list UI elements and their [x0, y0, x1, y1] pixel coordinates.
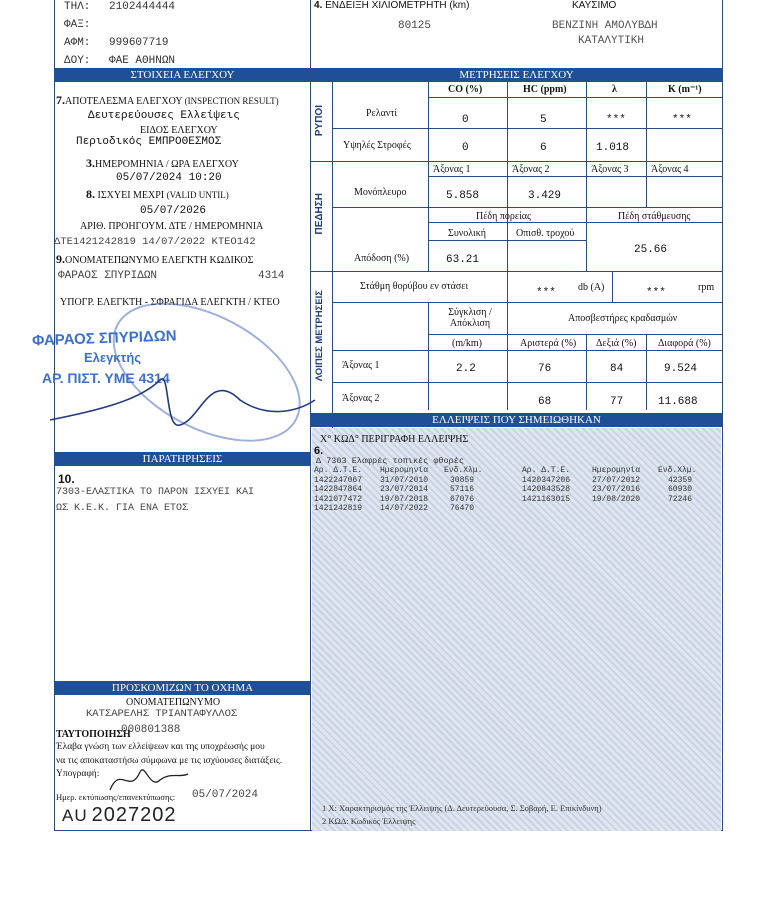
hist-col-km: Ενδ.Χλμ.	[444, 466, 483, 475]
stamp-id: ΑΡ. ΠΙΣΤ. ΥΜΕ 4314	[42, 370, 170, 386]
ack-line-2: να τις αποκαταστήσω σύμφωνα με τις ισχύουσες διατάξεις.	[56, 756, 283, 766]
date-number: 3.	[86, 156, 95, 170]
result-number: 7.	[56, 93, 65, 107]
row1-conv: 2.2	[456, 363, 476, 375]
idle-k: ***	[672, 114, 692, 126]
axle-4: Άξονας 4	[651, 164, 689, 175]
efficiency-total: 63.21	[446, 254, 480, 266]
history-row: 1422247067 31/07/2010 30859	[314, 475, 475, 485]
db-unit: db (A)	[578, 282, 605, 293]
stamp-role: Ελεγκτής	[84, 350, 142, 365]
idle-label: Ρελαντί	[366, 108, 398, 119]
rule	[507, 271, 508, 302]
idle-co: 0	[462, 114, 469, 126]
noise-rpm: ***	[646, 287, 666, 299]
history-right: Αρ. Δ.Τ.Ε. Ημερομηνία Ενδ.Χλμ. 1420347206 27/07/2012 42359 1420843528 23/07/2016 60930 1421163015 19/08/2020 72246	[522, 466, 697, 504]
rule	[428, 176, 722, 177]
date-label-text: ΗΜΕΡΟΜΗΝΙΑ / ΩΡΑ ΕΛΕΓΧΟΥ	[95, 159, 239, 170]
history-row: 1421163015 19/08/2020 72246	[522, 494, 693, 504]
inspector-name: ΦΑΡΑΟΣ ΣΠΥΡΙΔΩΝ	[58, 270, 158, 282]
noise-db: ***	[536, 287, 556, 299]
left-label: Αριστερά (%)	[520, 338, 577, 349]
date-label	[86, 156, 239, 171]
odometer-label	[314, 0, 469, 11]
odometer-label-text: ΕΝΔΕΙΞΗ ΧΙΛΙΟΜΕΤΡΗΤΗ (km)	[325, 0, 470, 11]
history-row: 1421077472 19/07/2018 67076	[314, 494, 475, 504]
mono-axle-2: 3.429	[528, 190, 562, 202]
efficiency-label: Απόδοση (%)	[354, 253, 410, 264]
col-hc: HC (ppm)	[523, 84, 567, 95]
remarks-number: 10.	[58, 472, 75, 486]
total-label: Συνολική	[448, 228, 486, 239]
presenter-name: ΚΑΤΣΑΡΕΛΗΣ ΤΡΙΑΝΤΑΦΥΛΛΟΣ	[86, 708, 238, 720]
rule	[333, 350, 722, 351]
row1-right: 84	[610, 363, 624, 375]
rule	[428, 82, 429, 161]
valid-label-en: (VALID UNTIL)	[166, 190, 229, 200]
axle-3: Άξονας 3	[591, 164, 629, 175]
rule	[333, 207, 722, 208]
high-hc: 6	[540, 142, 547, 154]
date-value: 05/07/2024 10:20	[116, 172, 222, 184]
rule	[612, 271, 613, 302]
convergence-unit: (m/km)	[452, 338, 482, 349]
history-row: 1422847864 23/07/2014 57116	[314, 485, 475, 494]
history-row: 1420347206 27/07/2012 42359	[522, 475, 693, 485]
result-label-text: ΑΠΟΤΕΛΕΣΜΑ ΕΛΕΓΧΟΥ	[65, 96, 183, 107]
row1-left: 76	[538, 363, 552, 375]
row2-right: 77	[610, 396, 624, 408]
history-row: 1421242819 14/07/2022 76470	[314, 504, 475, 513]
service-brake: Πέδη πορείας	[476, 211, 531, 222]
row1-label: Άξονας 1	[342, 360, 380, 371]
rule	[507, 302, 508, 334]
measurements-header: ΜΕΤΡΗΣΕΙΣ ΕΛΕΓΧΟΥ	[311, 68, 722, 82]
tel-label: ΤΗΛ:	[64, 1, 91, 13]
serial-number	[62, 804, 177, 827]
presenter-header: ΠΡΟΣΚΟΜΙΖΩΝ ΤΟ ΟΧΗΜΑ	[55, 681, 310, 695]
rule	[428, 240, 586, 241]
doy-value: ΦΑΕ ΑΘΗΝΩΝ	[109, 55, 176, 67]
defect-entry: Δ 7303 Ελαφρές τοπικές φθορές	[316, 456, 464, 466]
col-k: K (m⁻¹)	[668, 84, 702, 95]
axle-2: Άξονας 2	[512, 164, 550, 175]
row1-diff: 9.524	[664, 363, 698, 375]
odometer-value: 80125	[398, 20, 432, 32]
inspection-data-header: ΣΤΟΙΧΕΙΑ ΕΛΕΓΧΟΥ	[55, 68, 310, 82]
row2-left: 68	[538, 396, 552, 408]
rule	[428, 302, 429, 410]
footnote-2: 2 ΚΩΔ: Κωδικός Έλλειψης	[322, 816, 416, 826]
result-label	[56, 93, 279, 108]
type-label: ΕΙΔΟΣ ΕΛΕΓΧΟΥ	[140, 125, 218, 136]
fax-label: ΦΑΞ:	[64, 19, 91, 31]
valid-value: 05/07/2026	[140, 205, 207, 217]
high-label: Υψηλές Στροφές	[343, 140, 411, 151]
hist-col-no: Αρ. Δ.Τ.Ε.	[314, 466, 363, 475]
rule	[333, 302, 722, 303]
print-date: 05/07/2024	[192, 789, 259, 801]
valid-label	[86, 187, 229, 202]
valid-number: 8.	[86, 187, 95, 201]
afm-value: 999607719	[109, 37, 169, 49]
print-date-label: Ημερ. εκτύπωσης/επανεκτύπωσης:	[56, 792, 176, 802]
rear-label: Οπισθ. τροχού	[516, 228, 575, 239]
col-lambda: λ	[612, 84, 617, 95]
rule	[333, 128, 722, 129]
right-label: Δεξιά (%)	[596, 338, 637, 349]
rule	[586, 161, 587, 207]
type-value: Περιοδικός ΕΜΠΡΟΘΕΣΜΟΣ	[76, 136, 222, 148]
result-value: Δευτερεύουσες Ελλείψεις	[88, 110, 240, 122]
rule	[646, 82, 647, 161]
inspector-code: 4314	[258, 270, 285, 282]
emissions-label: ΡΥΠΟΙ	[314, 105, 325, 137]
footnote-1-text: Χ: Χαρακτηρισμός της Έλλειψης (Δ. Δευτερεύουσα, Σ. Σοβαρή, Ε. Επικίνδυνη)	[328, 803, 602, 813]
rule	[428, 222, 722, 223]
stamp-name: ΦΑΡΑΟΣ ΣΠΥΡΙΔΩΝ	[31, 327, 177, 350]
other-label: ΛΟΙΠΕΣ ΜΕΤΡΗΣΕΙΣ	[314, 290, 325, 382]
rule	[507, 334, 508, 410]
rule	[311, 161, 722, 162]
rule	[586, 207, 587, 271]
convergence-label: Σύγκλιση / Απόκλιση	[448, 307, 492, 329]
rpm-unit: rpm	[698, 282, 715, 293]
defects-number: 6.	[314, 445, 324, 457]
history-row: 1420843528 23/07/2016 60930	[522, 485, 693, 494]
axle-1: Άξονας 1	[433, 164, 471, 175]
afm-label: ΑΦΜ:	[64, 37, 91, 49]
rule	[586, 82, 587, 161]
remarks-header: ΠΑΡΑΤΗΡΗΣΕΙΣ	[55, 452, 310, 466]
rule	[646, 161, 647, 207]
inspector-label-text: ΟΝΟΜΑΤΕΠΩΝΥΜΟ ΕΛΕΓΚΤΗ ΚΩΔΙΚΟΣ	[65, 255, 254, 266]
footnote-2-text: ΚΩΔ: Κωδικός Έλλειψης	[328, 816, 416, 826]
inspector-signature	[40, 340, 320, 440]
signature-label: ΥΠΟΓΡ. ΕΛΕΓΚΤΗ - ΣΦΡΑΓΙΔΑ ΕΛΕΓΚΤΗ / ΚΤΕΟ	[60, 297, 280, 308]
rule	[332, 82, 333, 462]
fuel-value-2: ΚΑΤΑΛΥΤΙΚΗ	[578, 35, 645, 47]
col-code: ΚΩΔ	[333, 434, 355, 445]
col-desc: ΠΕΡΙΓΡΑΦΗ ΕΛΛΕΙΨΗΣ	[361, 434, 469, 445]
rule	[586, 334, 587, 410]
id-value: 000801388	[121, 724, 181, 736]
high-co: 0	[462, 142, 469, 154]
odometer-number: 4.	[314, 0, 323, 11]
valid-label-text: ΙΣΧΥΕΙ ΜΕΧΡΙ	[97, 190, 165, 201]
remarks-line-1: 7303-ΕΛΑΣΤΙΚΑ ΤΟ ΠΑΡΟΝ ΙΣΧΥΕΙ ΚΑΙ	[56, 487, 255, 498]
rule	[646, 334, 647, 410]
rule	[428, 97, 722, 98]
sign-label: Υπογραφή:	[56, 769, 100, 779]
serial-value: 2027202	[91, 804, 177, 826]
brakes-label: ΠΕΔΗΣΗ	[314, 193, 325, 235]
presenter-name-label: ΟΝΟΜΑΤΕΠΩΝΥΜΟ	[126, 697, 221, 708]
fuel-label: ΚΑΥΣΙΜΟ	[572, 0, 617, 11]
row2-diff: 11.688	[658, 396, 698, 408]
shocks-label: Αποσβεστήρες κραδασμών	[568, 313, 678, 324]
rule	[428, 334, 722, 335]
fuel-value-1: ΒΕΝΖΙΝΗ ΑΜΟΛΥΒΔΗ	[552, 20, 658, 32]
defects-columns: Χ° ΚΩΔ° ΠΕΡΙΓΡΑΦΗ ΕΛΛΕΙΨΗΣ	[320, 434, 469, 445]
tel-value: 2102444444	[109, 1, 176, 13]
remarks-line-2: ΩΣ Κ.Ε.Κ. ΓΙΑ ΕΝΑ ΕΤΟΣ	[56, 503, 189, 514]
history-left	[314, 466, 482, 514]
diff-label: Διαφορά (%)	[658, 338, 711, 349]
ack-line-1: Έλαβα γνώση των ελλείψεων και της υποχρέωσής μου	[56, 742, 265, 752]
col-co: CO (%)	[448, 84, 483, 95]
rule	[507, 82, 508, 161]
contact-info	[64, 0, 175, 68]
id-label: ΤΑΥΤΟΠΟΙΗΣΗ	[56, 729, 131, 740]
parking-value: 25.66	[634, 244, 668, 256]
noise-label: Στάθμη θορύβου εν στάσει	[360, 281, 469, 292]
defects-header: ΕΛΛΕΙΨΕΙΣ ΠΟΥ ΣΗΜΕΙΩΘΗΚΑΝ	[311, 413, 722, 427]
inspector-label	[56, 252, 253, 267]
prev-label: ΑΡΙΘ. ΠΡΟΗΓΟΥΜ. ΔΤΕ / ΗΜΕΡΟΜΗΝΙΑ	[80, 221, 264, 232]
rule	[333, 382, 722, 383]
frame-right	[722, 0, 723, 831]
footnote-1: 1 Χ: Χαρακτηρισμός της Έλλειψης (Δ. Δευτερεύουσα, Σ. Σοβαρή, Ε. Επικίνδυνη)	[322, 803, 602, 813]
prev-value: ΔΤΕ1421242819 14/07/2022 ΚΤΕΟ142	[54, 236, 256, 248]
doy-label: ΔΟΥ:	[64, 55, 91, 67]
rule	[428, 161, 429, 271]
mono-label: Μονόπλευρο	[354, 187, 407, 198]
idle-hc: 5	[540, 114, 547, 126]
parking-brake: Πέδη στάθμευσης	[618, 211, 691, 222]
rule	[311, 271, 722, 272]
row2-label: Άξονας 2	[342, 393, 380, 404]
idle-lambda: ***	[606, 114, 626, 126]
high-lambda: 1.018	[596, 142, 630, 154]
col-x: Χ	[320, 434, 328, 445]
mono-axle-1: 5.858	[446, 190, 480, 202]
inspector-number: 9.	[56, 252, 65, 266]
hist-col-date: Ημερομηνία	[380, 466, 429, 475]
result-label-en: (INSPECTION RESULT)	[184, 96, 279, 106]
serial-prefix: AU	[62, 806, 88, 825]
